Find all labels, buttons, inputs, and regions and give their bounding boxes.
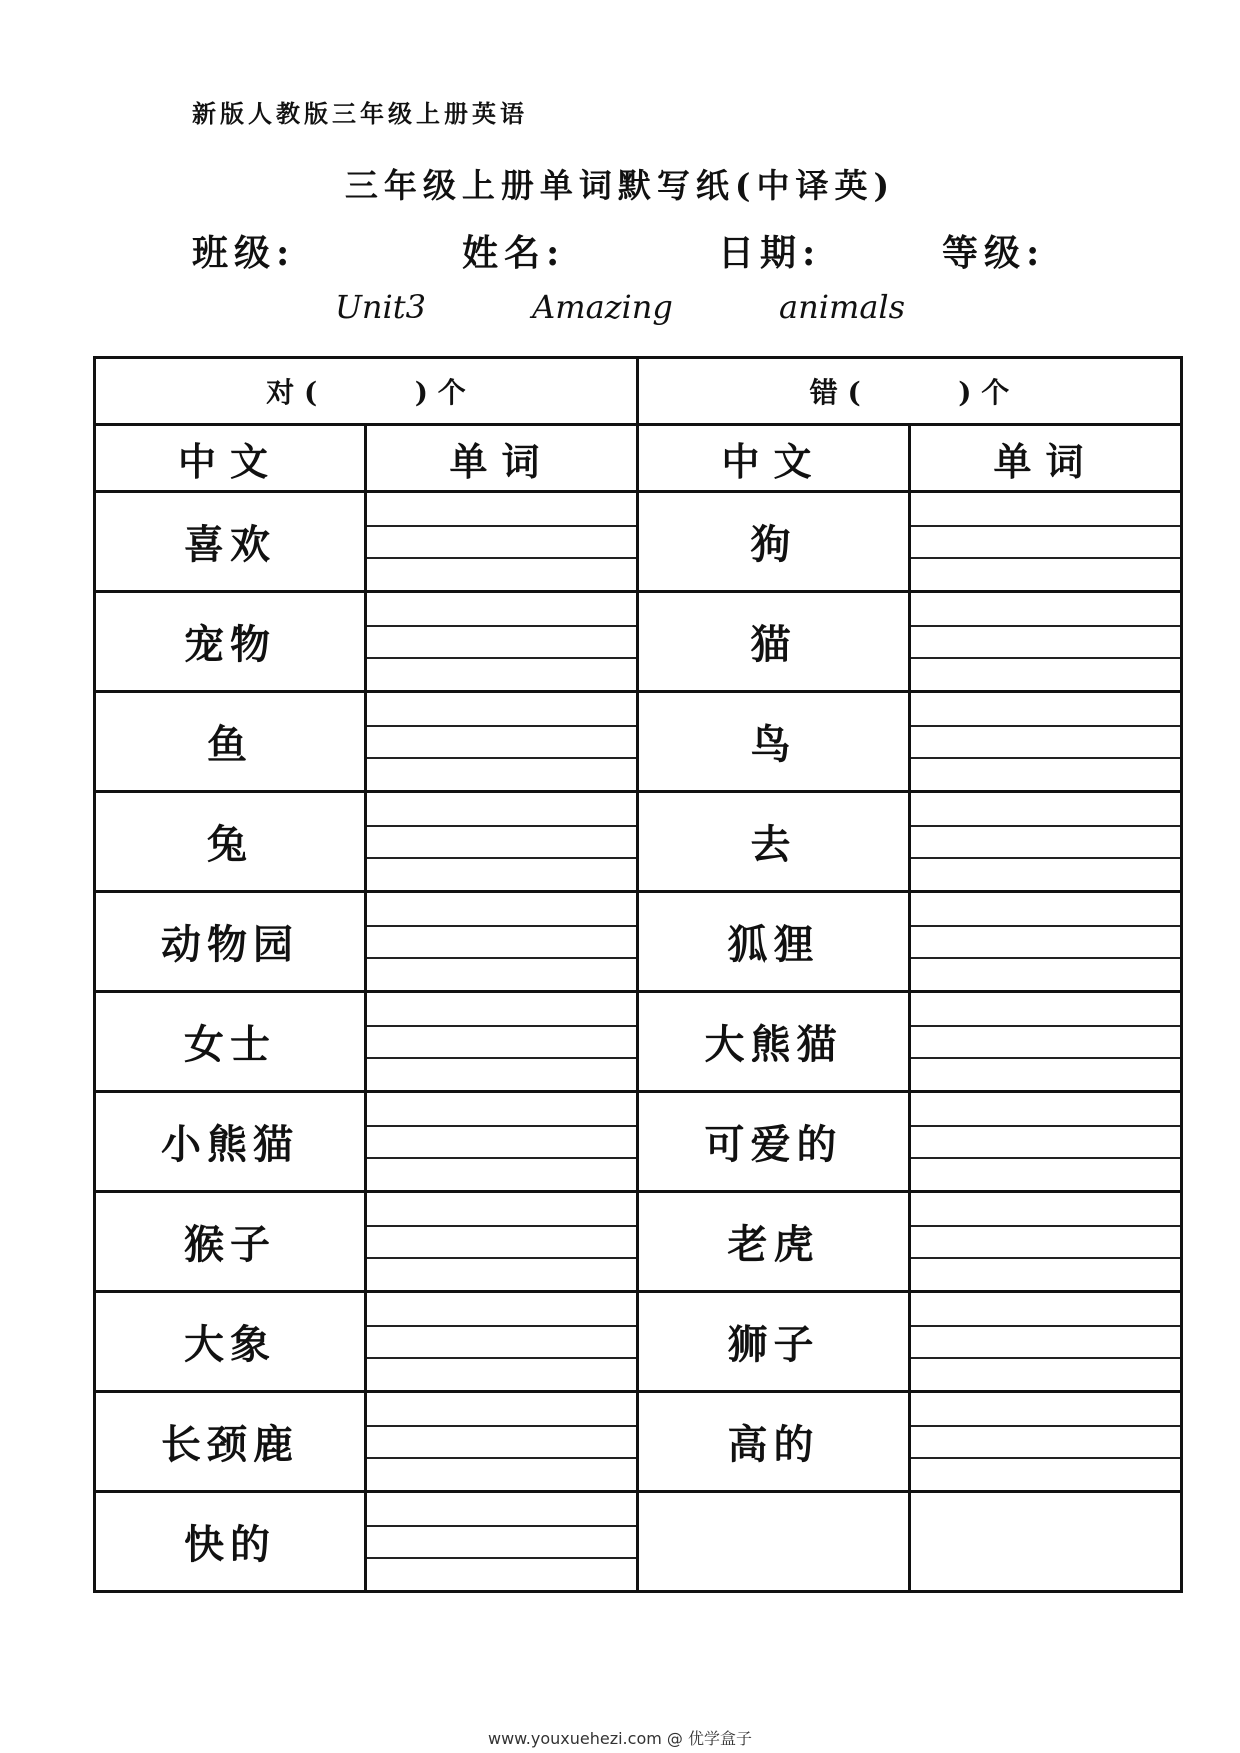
answer-writing-cell[interactable] bbox=[910, 1092, 1182, 1192]
table-row bbox=[95, 692, 1182, 792]
answer-writing-cell[interactable] bbox=[910, 492, 1182, 592]
answer-writing-cell[interactable] bbox=[366, 1192, 638, 1292]
writing-rule bbox=[911, 657, 1180, 659]
answer-writing-cell[interactable] bbox=[910, 992, 1182, 1092]
dictation-table bbox=[93, 356, 1183, 1593]
header-row bbox=[95, 425, 1182, 492]
writing-rule bbox=[911, 1125, 1180, 1127]
table-row bbox=[95, 1392, 1182, 1492]
name-label: 姓名: bbox=[462, 232, 566, 274]
chinese-word-cell: 狮子 bbox=[638, 1292, 910, 1392]
answer-writing-cell[interactable] bbox=[366, 792, 638, 892]
writing-rule bbox=[367, 1525, 636, 1527]
writing-lines[interactable] bbox=[911, 893, 1180, 990]
writing-lines[interactable] bbox=[367, 893, 636, 990]
writing-lines[interactable] bbox=[911, 1393, 1180, 1490]
table-row bbox=[95, 1492, 1182, 1592]
wrong-count-label: 错 ( ) 个 bbox=[809, 376, 1010, 409]
writing-rule bbox=[367, 1125, 636, 1127]
writing-rule bbox=[367, 1457, 636, 1459]
writing-rule bbox=[367, 1425, 636, 1427]
answer-writing-cell[interactable] bbox=[366, 592, 638, 692]
answer-writing-cell[interactable] bbox=[366, 692, 638, 792]
writing-rule bbox=[367, 857, 636, 859]
answer-writing-cell[interactable] bbox=[366, 492, 638, 592]
writing-lines[interactable] bbox=[367, 1093, 636, 1190]
writing-rule bbox=[911, 857, 1180, 859]
writing-lines[interactable] bbox=[911, 493, 1180, 590]
writing-rule bbox=[367, 625, 636, 627]
answer-writing-cell[interactable] bbox=[366, 1492, 638, 1592]
writing-rule bbox=[367, 957, 636, 959]
unit-title-word-1: Amazing bbox=[532, 288, 673, 326]
writing-rule bbox=[367, 925, 636, 927]
chinese-word-cell: 猫 bbox=[638, 592, 910, 692]
writing-rule bbox=[911, 1257, 1180, 1259]
writing-lines[interactable] bbox=[911, 1293, 1180, 1390]
empty-cell bbox=[910, 1492, 1182, 1592]
grade-label: 等级: bbox=[942, 232, 1046, 274]
writing-lines[interactable] bbox=[911, 793, 1180, 890]
table-row bbox=[95, 792, 1182, 892]
column-header-word: 单词 bbox=[366, 425, 638, 492]
table-row bbox=[95, 592, 1182, 692]
chinese-word-cell: 去 bbox=[638, 792, 910, 892]
chinese-word-cell: 快的 bbox=[95, 1492, 366, 1592]
class-label: 班级: bbox=[192, 232, 296, 274]
writing-rule bbox=[367, 1225, 636, 1227]
writing-rule bbox=[911, 957, 1180, 959]
answer-writing-cell[interactable] bbox=[910, 692, 1182, 792]
writing-rule bbox=[911, 1325, 1180, 1327]
chinese-word-cell: 动物园 bbox=[95, 892, 366, 992]
writing-rule bbox=[367, 1557, 636, 1559]
chinese-word-cell: 老虎 bbox=[638, 1192, 910, 1292]
table-row bbox=[95, 892, 1182, 992]
chinese-word-cell: 长颈鹿 bbox=[95, 1392, 366, 1492]
answer-writing-cell[interactable] bbox=[910, 592, 1182, 692]
chinese-word-cell: 兔 bbox=[95, 792, 366, 892]
writing-rule bbox=[367, 557, 636, 559]
table-row bbox=[95, 1192, 1182, 1292]
writing-lines[interactable] bbox=[911, 1193, 1180, 1290]
writing-lines[interactable] bbox=[911, 993, 1180, 1090]
answer-writing-cell[interactable] bbox=[910, 1192, 1182, 1292]
chinese-word-cell: 鸟 bbox=[638, 692, 910, 792]
chinese-word-cell: 猴子 bbox=[95, 1192, 366, 1292]
writing-lines[interactable] bbox=[911, 693, 1180, 790]
answer-writing-cell[interactable] bbox=[910, 1292, 1182, 1392]
page-title: 三年级上册单词默写纸(中译英) bbox=[344, 166, 896, 205]
chinese-word-cell: 喜欢 bbox=[95, 492, 366, 592]
writing-rule bbox=[367, 725, 636, 727]
chinese-word-cell: 大象 bbox=[95, 1292, 366, 1392]
writing-rule bbox=[367, 1025, 636, 1027]
unit-number: Unit3 bbox=[334, 288, 426, 326]
chinese-word-cell bbox=[638, 1492, 910, 1592]
writing-rule bbox=[367, 1057, 636, 1059]
column-header-chinese: 中文 bbox=[95, 425, 366, 492]
score-row bbox=[95, 358, 1182, 425]
correct-count-cell[interactable] bbox=[95, 358, 638, 425]
chinese-word-cell: 可爱的 bbox=[638, 1092, 910, 1192]
writing-rule bbox=[911, 1057, 1180, 1059]
unit-heading bbox=[0, 288, 1240, 326]
chinese-word-cell: 大熊猫 bbox=[638, 992, 910, 1092]
chinese-word-cell: 小熊猫 bbox=[95, 1092, 366, 1192]
writing-lines[interactable] bbox=[367, 593, 636, 690]
writing-rule bbox=[367, 1157, 636, 1159]
footer-watermark: www.youxuehezi.com @ 优学盒子 bbox=[488, 1729, 752, 1748]
writing-rule bbox=[911, 557, 1180, 559]
writing-rule bbox=[367, 825, 636, 827]
writing-lines[interactable] bbox=[367, 1393, 636, 1490]
answer-writing-cell[interactable] bbox=[910, 1392, 1182, 1492]
writing-lines[interactable] bbox=[367, 1193, 636, 1290]
writing-rule bbox=[911, 1157, 1180, 1159]
writing-rule bbox=[911, 925, 1180, 927]
answer-writing-cell[interactable] bbox=[366, 1292, 638, 1392]
top-note: 新版人教版三年级上册英语 bbox=[192, 99, 528, 128]
table-row bbox=[95, 1292, 1182, 1392]
unit-title-word-2: animals bbox=[779, 288, 906, 326]
chinese-word-cell: 女士 bbox=[95, 992, 366, 1092]
chinese-word-cell: 高的 bbox=[638, 1392, 910, 1492]
answer-writing-cell[interactable] bbox=[366, 892, 638, 992]
answer-writing-cell[interactable] bbox=[366, 1392, 638, 1492]
writing-lines[interactable] bbox=[367, 993, 636, 1090]
chinese-word-cell: 鱼 bbox=[95, 692, 366, 792]
writing-rule bbox=[367, 757, 636, 759]
table-row bbox=[95, 992, 1182, 1092]
writing-rule bbox=[911, 625, 1180, 627]
writing-rule bbox=[367, 1325, 636, 1327]
writing-lines[interactable] bbox=[367, 693, 636, 790]
answer-writing-cell[interactable] bbox=[910, 792, 1182, 892]
writing-rule bbox=[911, 1457, 1180, 1459]
table-row bbox=[95, 1092, 1182, 1192]
writing-rule bbox=[367, 657, 636, 659]
date-label: 日期: bbox=[718, 232, 822, 274]
correct-count-label: 对 ( ) 个 bbox=[266, 376, 466, 409]
writing-rule bbox=[911, 757, 1180, 759]
writing-lines[interactable] bbox=[911, 593, 1180, 690]
writing-rule bbox=[911, 825, 1180, 827]
wrong-count-cell[interactable] bbox=[638, 358, 1182, 425]
writing-lines[interactable] bbox=[367, 793, 636, 890]
answer-writing-cell[interactable] bbox=[366, 1092, 638, 1192]
chinese-word-cell: 宠物 bbox=[95, 592, 366, 692]
column-header-chinese: 中文 bbox=[638, 425, 910, 492]
writing-rule bbox=[367, 1357, 636, 1359]
writing-rule bbox=[911, 725, 1180, 727]
writing-lines[interactable] bbox=[367, 1493, 636, 1590]
writing-lines[interactable] bbox=[911, 1093, 1180, 1190]
writing-rule bbox=[911, 1225, 1180, 1227]
writing-lines[interactable] bbox=[367, 1293, 636, 1390]
writing-rule bbox=[911, 1357, 1180, 1359]
answer-writing-cell[interactable] bbox=[910, 892, 1182, 992]
column-header-word: 单词 bbox=[910, 425, 1182, 492]
table-row bbox=[95, 492, 1182, 592]
writing-lines[interactable] bbox=[367, 493, 636, 590]
writing-rule bbox=[911, 1425, 1180, 1427]
chinese-word-cell: 狐狸 bbox=[638, 892, 910, 992]
writing-rule bbox=[911, 525, 1180, 527]
writing-rule bbox=[911, 1025, 1180, 1027]
chinese-word-cell: 狗 bbox=[638, 492, 910, 592]
writing-rule bbox=[367, 525, 636, 527]
writing-rule bbox=[367, 1257, 636, 1259]
answer-writing-cell[interactable] bbox=[366, 992, 638, 1092]
